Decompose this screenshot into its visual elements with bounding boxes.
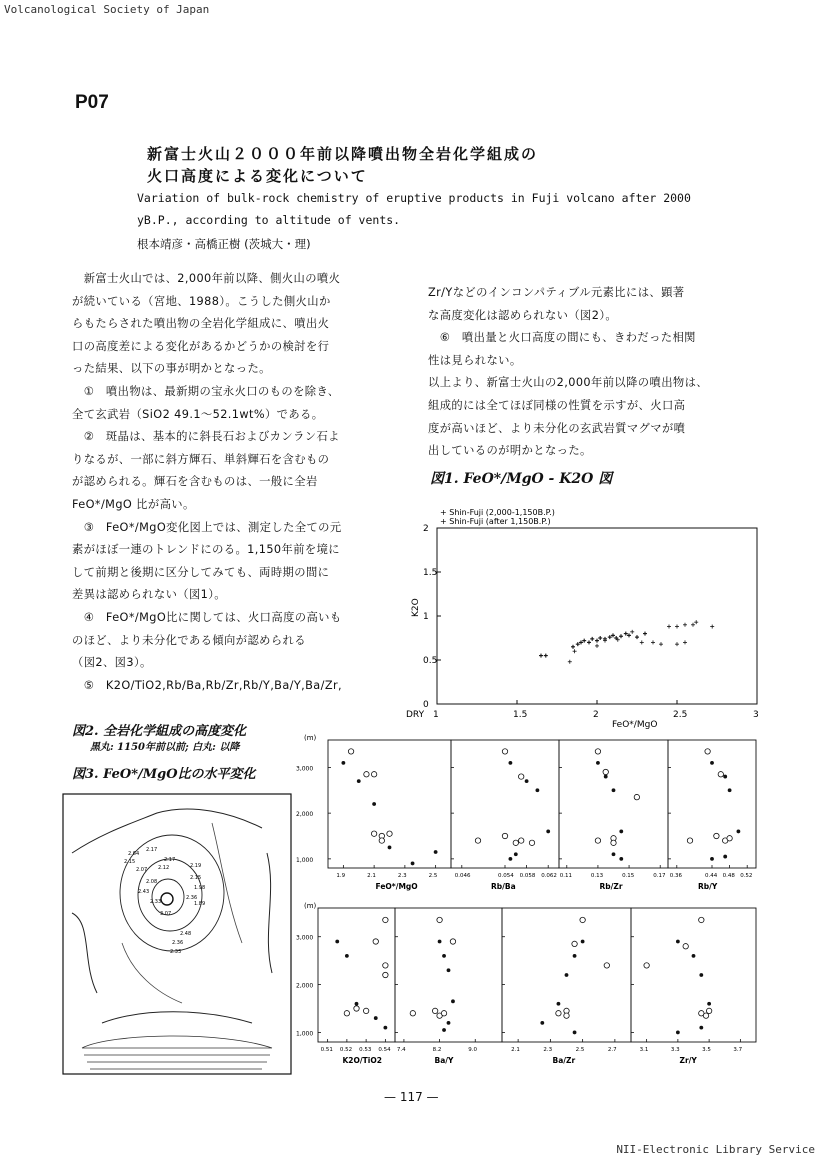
fig2-y-tick-label: 1,000 (296, 856, 314, 864)
fig1-data-point (635, 635, 639, 639)
fig2-point-early (335, 940, 339, 944)
fig2-point-early (612, 788, 616, 792)
fig1-y-tick-label: 2 (423, 524, 429, 534)
fig2-point-early (383, 1026, 387, 1030)
fig1-data-point (598, 636, 602, 640)
fig2-point-early (612, 852, 616, 856)
fig2-x-axis-label: K2O/TiO2 (342, 1056, 382, 1065)
body-line: が続いている（宮地、1988）。こうした側火山か (72, 294, 331, 308)
fig2-point-early (557, 1002, 561, 1006)
fig2-point-early (723, 775, 727, 779)
body-line: 口の高度差による変化があるかどうかの検討を行 (72, 339, 330, 353)
map-value-label: 2.33 (150, 899, 162, 905)
fig2-y-tick-label: 1,000 (296, 1030, 314, 1038)
fig2-x-tick-label: 0.36 (669, 873, 683, 879)
fig1-data-point (683, 623, 687, 627)
fig2-point-early (710, 761, 714, 765)
fig2-point-early (536, 788, 540, 792)
fig2-point-early (699, 1026, 703, 1030)
fig2-x-tick-label: 0.13 (590, 873, 604, 879)
fig2-point-early (509, 857, 513, 861)
fig2-x-tick-label: 3.3 (670, 1047, 680, 1053)
body-line: して前期と後期に区分してみても、両時期の間に (72, 565, 330, 579)
body-line: 度が高いほど、より未分化の玄武岩質マグマが噴 (428, 421, 686, 435)
map-value-label: 2.48 (180, 931, 192, 937)
fig1-legend-1: + Shin-Fuji (2,000-1,150B.P.) (440, 508, 555, 517)
fig2-point-early (707, 1002, 711, 1006)
fig1-x-axis-label: FeO*/MgO (612, 720, 658, 730)
fig2-point-early (596, 761, 600, 765)
fig2-point-early (546, 830, 550, 834)
authors: 根本靖彦・高橋正樹 (茨城大・理) (137, 237, 311, 251)
fig2-point-early (604, 775, 608, 779)
fig2-x-tick-label: 2.1 (511, 1047, 520, 1053)
fig2-point-late (441, 1011, 446, 1016)
fig1-data-point (590, 637, 594, 641)
paper-id: P07 (75, 92, 109, 113)
fig2-point-early (345, 954, 349, 958)
map-value-label: 2.64 (128, 851, 140, 857)
map-value-label: 2.15 (124, 859, 136, 865)
fig1-data-point (573, 649, 577, 653)
map-frame (63, 794, 291, 1074)
fig2-point-late (529, 840, 534, 845)
fig1-x-tick-label: 3 (753, 710, 759, 720)
figure-3-caption: 図3. FeO*/MgO比の水平変化 (72, 767, 256, 782)
fig2-point-late (706, 1008, 711, 1013)
fig2-x-tick-label: 0.17 (653, 873, 666, 879)
body-right-column (428, 282, 764, 463)
fig2-point-late (727, 836, 732, 841)
map-value-label: 2.43 (138, 889, 150, 895)
body-line: 組成的には全てほぼ同様の性質を示すが、火口高 (428, 398, 686, 412)
fig2-point-late (603, 769, 608, 774)
fig2-point-early (619, 830, 623, 834)
fig1-data-point (595, 639, 599, 643)
fig2-point-early (374, 1016, 378, 1020)
map-value-label: 2.36 (186, 895, 198, 901)
fig2-point-late (718, 772, 723, 777)
fig1-y-tick-label: 1 (423, 612, 429, 622)
fig2-point-late (595, 838, 600, 843)
fig2-x-tick-label: 8.2 (432, 1047, 442, 1053)
fig1-plot-frame (437, 528, 757, 704)
fig1-y-tick-label: 0.5 (423, 656, 438, 666)
fig2-x-tick-label: 0.54 (378, 1047, 391, 1053)
society-header: Volcanological Society of Japan (4, 3, 210, 16)
fig2-point-early (699, 973, 703, 977)
fig2-point-late (475, 838, 480, 843)
fig2-point-late (363, 1008, 368, 1013)
fig2-point-late (595, 749, 600, 754)
fig2-point-early (341, 761, 345, 765)
fig2-x-tick-label: 3.5 (702, 1047, 711, 1053)
fig2-point-late (364, 772, 369, 777)
fig2-point-late (699, 917, 704, 922)
fig2-point-late (383, 917, 388, 922)
body-line: らもたらされた噴出物の全岩化学組成に、噴出火 (72, 317, 330, 331)
library-footer: NII-Electronic Library Service (616, 1143, 815, 1156)
body-line: ② 斑晶は、基本的に斜長石およびカンラン石よ (72, 430, 340, 444)
fig2-point-early (723, 855, 727, 859)
fig2-point-early (581, 940, 585, 944)
fig1-y-tick-label: 1.5 (423, 568, 438, 578)
fig2-point-late (513, 840, 518, 845)
fig2-x-tick-label: 0.51 (320, 1047, 333, 1053)
fig1-data-point (683, 640, 687, 644)
fig2-point-late (371, 831, 376, 836)
body-line: 差異は認められない（図1）。 (72, 588, 226, 602)
map-value-label: 2.36 (172, 940, 184, 946)
fig2-point-early (540, 1021, 544, 1025)
body-line: のほど、より未分化である傾向が認められる (72, 633, 306, 647)
fig2-point-late (373, 939, 378, 944)
fig2-point-late (644, 963, 649, 968)
figure-1-chart (400, 505, 770, 730)
fig1-y-tick-label: 0 (423, 700, 429, 710)
fig2-point-early (451, 999, 455, 1003)
body-line: りなるが、一部に斜方輝石、単斜輝石を含むもの (72, 452, 330, 466)
fig2-point-late (383, 972, 388, 977)
body-line: が認められる。輝石を含むものは、一般に全岩 (72, 475, 318, 489)
map-value-label: 1.89 (194, 901, 206, 907)
fig1-data-point (568, 660, 572, 664)
fig2-point-late (387, 831, 392, 836)
fig2-x-tick-label: 7.4 (396, 1047, 406, 1053)
fig1-data-point (539, 654, 543, 658)
fig2-x-tick-label: 2.5 (428, 873, 438, 879)
fig2-point-early (447, 968, 451, 972)
fig1-data-point (659, 642, 663, 646)
fig2-point-late (354, 1006, 359, 1011)
body-line: ④ FeO*/MgO比に関しては、火口高度の高いも (72, 610, 342, 624)
fig2-point-late (348, 749, 353, 754)
fig2-x-tick-label: 2.1 (367, 873, 376, 879)
fig2-point-early (525, 779, 529, 783)
fig1-data-point (640, 640, 644, 644)
fig2-y-tick-label: 3,000 (296, 934, 314, 942)
fig2-point-early (573, 954, 577, 958)
fig2-lower-unit: (m) (304, 902, 317, 910)
body-line: ⑥ 噴出量と火口高度の間にも、きわだった相関 (428, 331, 696, 345)
fig2-point-early (565, 973, 569, 977)
fig2-point-early (357, 779, 361, 783)
fig2-x-tick-label: 3.1 (639, 1047, 649, 1053)
fig2-x-tick-label: 0.52 (740, 873, 753, 879)
figure-2-caption: 図2. 全岩化学組成の高度変化 (72, 724, 247, 739)
fig2-point-late (683, 944, 688, 949)
fig2-point-late (519, 774, 524, 779)
fig2-point-early (438, 940, 442, 944)
fig2-x-tick-label: 0.53 (359, 1047, 372, 1053)
fig2-x-tick-label: 2.7 (607, 1047, 617, 1053)
fig1-data-point (595, 644, 599, 648)
fig2-point-early (676, 1031, 680, 1035)
fig1-data-point (544, 654, 548, 658)
fig1-x-tick-label: 1 (433, 710, 439, 720)
title-english-line-1: Variation of bulk-rock chemistry of eruptive products in Fuji volcano after 2000 (137, 191, 691, 205)
body-line: ⑤ K2O/TiO2,Rb/Ba,Rb/Zr,Rb/Y,Ba/Y,Ba/Zr, (72, 678, 343, 692)
fig1-data-point (587, 640, 591, 644)
fig2-x-axis-label: Rb/Y (698, 882, 718, 891)
fig2-point-late (371, 772, 376, 777)
fig2-point-late (611, 840, 616, 845)
fig2-x-axis-label: FeO*/MgO (375, 882, 418, 891)
fig2-point-late (556, 1011, 561, 1016)
body-line: 以上より、新富士火山の2,000年前以降の噴出物は、 (428, 376, 708, 390)
fig2-point-early (509, 761, 513, 765)
fig2-x-axis-label: Rb/Ba (491, 882, 516, 891)
fig2-x-axis-label: Rb/Zr (599, 882, 623, 891)
fig2-point-late (437, 917, 442, 922)
fig1-data-point (694, 620, 698, 624)
map-value-label: 3.07 (160, 911, 172, 917)
fig2-y-tick-label: 2,000 (296, 811, 314, 819)
map-value-label: 2.15 (190, 875, 202, 881)
fig1-data-point (675, 625, 679, 629)
body-line: 素がほぼ一連のトレンドにのる。1,150年前を境に (72, 543, 340, 557)
fig2-point-late (410, 1011, 415, 1016)
fig2-point-late (383, 963, 388, 968)
fig1-x-tick-label: 1.5 (513, 710, 528, 720)
fig1-x-tick-label: 2.5 (673, 710, 688, 720)
fig2-point-early (514, 852, 518, 856)
fig2-x-tick-label: 0.48 (722, 873, 735, 879)
fig2-point-late (519, 838, 524, 843)
body-line: 全て玄武岩（SiO2 49.1～52.1wt%）である。 (72, 407, 324, 421)
body-line: 性は見られない。 (428, 353, 522, 367)
page-number: — 117 — (384, 1090, 439, 1104)
fig2-point-early (411, 862, 415, 866)
fig2-x-tick-label: 0.046 (454, 873, 471, 879)
fig2-point-late (703, 1013, 708, 1018)
fig2-point-late (502, 833, 507, 838)
fig2-point-late (432, 1008, 437, 1013)
figure-2-lower-panels (294, 898, 764, 1076)
fig2-x-tick-label: 3.7 (733, 1047, 743, 1053)
fig2-x-tick-label: 0.44 (705, 873, 718, 879)
body-line: FeO*/MgO 比が高い。 (72, 497, 195, 511)
fig2-point-late (564, 1013, 569, 1018)
fig2-x-tick-label: 0.062 (541, 873, 557, 879)
fig2-x-axis-label: Ba/Y (434, 1056, 454, 1065)
fig1-dry-label: DRY (406, 710, 425, 720)
fig2-panel-frame (451, 740, 559, 868)
fig2-point-late (572, 941, 577, 946)
fig2-point-early (692, 954, 696, 958)
fig1-y-axis-label: K2O (411, 598, 421, 617)
map-value-label: 2.33 (170, 949, 182, 955)
map-value-label: 2.12 (158, 865, 170, 871)
fig2-point-late (634, 794, 639, 799)
fig2-point-late (580, 917, 585, 922)
fig2-point-late (705, 749, 710, 754)
map-value-label: 2.08 (146, 879, 158, 885)
fig2-y-tick-label: 3,000 (296, 765, 314, 773)
fig1-data-point (691, 623, 695, 627)
body-line: 新富士火山では、2,000年前以降、側火山の噴火 (72, 272, 341, 285)
fig2-point-early (619, 857, 623, 861)
fig2-point-early (355, 1002, 359, 1006)
fig1-data-point (710, 625, 714, 629)
fig2-point-late (450, 939, 455, 944)
fig2-point-early (676, 940, 680, 944)
fig2-x-tick-label: 2.3 (397, 873, 407, 879)
fig2-point-late (344, 1011, 349, 1016)
fig2-point-early (710, 857, 714, 861)
fig2-x-tick-label: 0.054 (498, 873, 514, 879)
fig2-point-early (388, 846, 392, 850)
fig2-point-late (604, 963, 609, 968)
map-value-label: 2.17 (146, 847, 158, 853)
map-value-label: 2.07 (136, 867, 148, 873)
fig2-point-late (379, 838, 384, 843)
map-value-label: 2.17 (164, 857, 176, 863)
fig2-point-late (687, 838, 692, 843)
fig2-x-axis-label: Ba/Zr (552, 1056, 576, 1065)
fig2-point-late (714, 833, 719, 838)
fig2-x-tick-label: 0.11 (559, 873, 573, 879)
fig2-x-tick-label: 0.52 (339, 1047, 353, 1053)
fig2-point-early (434, 850, 438, 854)
fig2-x-tick-label: 2.3 (543, 1047, 553, 1053)
fig1-data-point (667, 625, 671, 629)
fig2-x-tick-label: 2.5 (575, 1047, 585, 1053)
fig1-legend-2: + Shin-Fuji (after 1,150B.P.) (440, 517, 551, 526)
body-line: ① 噴出物は、最新期の宝永火口のものを除き、 (72, 384, 340, 398)
fig2-point-early (442, 954, 446, 958)
fig2-x-axis-label: Zr/Y (679, 1056, 697, 1065)
figure-2-subcaption: 黒丸: 1150年前以前; 白丸: 以降 (90, 742, 240, 753)
fig2-panel-frame (668, 740, 756, 868)
fig2-x-tick-label: 9.0 (468, 1047, 477, 1053)
fig2-point-early (737, 830, 741, 834)
fig2-x-tick-label: 0.15 (622, 873, 635, 879)
title-japanese-line-2: 火口高度による変化について (147, 167, 368, 185)
title-japanese-line-1: 新富士火山２０００年前以降噴出物全岩化学組成の (147, 145, 539, 163)
fig2-point-early (728, 788, 732, 792)
fig1-data-point (675, 642, 679, 646)
body-line: Zr/Yなどのインコンパティブル元素比には、顕著 (428, 286, 685, 299)
fig1-data-point (651, 640, 655, 644)
body-line: 出しているのが明かとなった。 (428, 444, 592, 458)
fig2-upper-unit: (m) (304, 734, 317, 742)
fig2-x-tick-label: 1.9 (336, 873, 346, 879)
fig1-data-point (630, 630, 634, 634)
fig2-panel-frame (559, 740, 668, 868)
body-left-column (72, 268, 392, 697)
fig1-data-point (643, 632, 647, 636)
fig2-point-early (372, 802, 376, 806)
fig1-x-tick-label: 2 (593, 710, 599, 720)
fig1-data-point (571, 645, 575, 649)
fig1-data-point (619, 634, 623, 638)
fig2-x-tick-label: 0.058 (519, 873, 536, 879)
body-line: ③ FeO*/MgO変化図上では、測定した全ての元 (72, 520, 342, 534)
fig2-y-tick-label: 2,000 (296, 982, 314, 990)
fig2-point-early (573, 1031, 577, 1035)
map-value-label: 1.98 (194, 885, 206, 891)
figure-3-map (62, 793, 292, 1075)
body-line: （図2、図3）。 (72, 656, 152, 670)
body-line: った結果、以下の事が明かとなった。 (72, 362, 271, 376)
figure-2-upper-panels (294, 730, 764, 900)
body-line: な高度変化は認められない（図2）。 (428, 308, 618, 322)
figure-1-caption: 図1. FeO*/MgO - K2O 図 (430, 471, 613, 487)
fig2-point-early (447, 1021, 451, 1025)
fig2-point-early (442, 1028, 446, 1032)
map-value-label: 2.19 (190, 863, 202, 869)
fig2-panel-frame (631, 908, 756, 1042)
fig2-point-late (502, 749, 507, 754)
title-english-line-2: yB.P., according to altitude of vents. (137, 213, 401, 227)
